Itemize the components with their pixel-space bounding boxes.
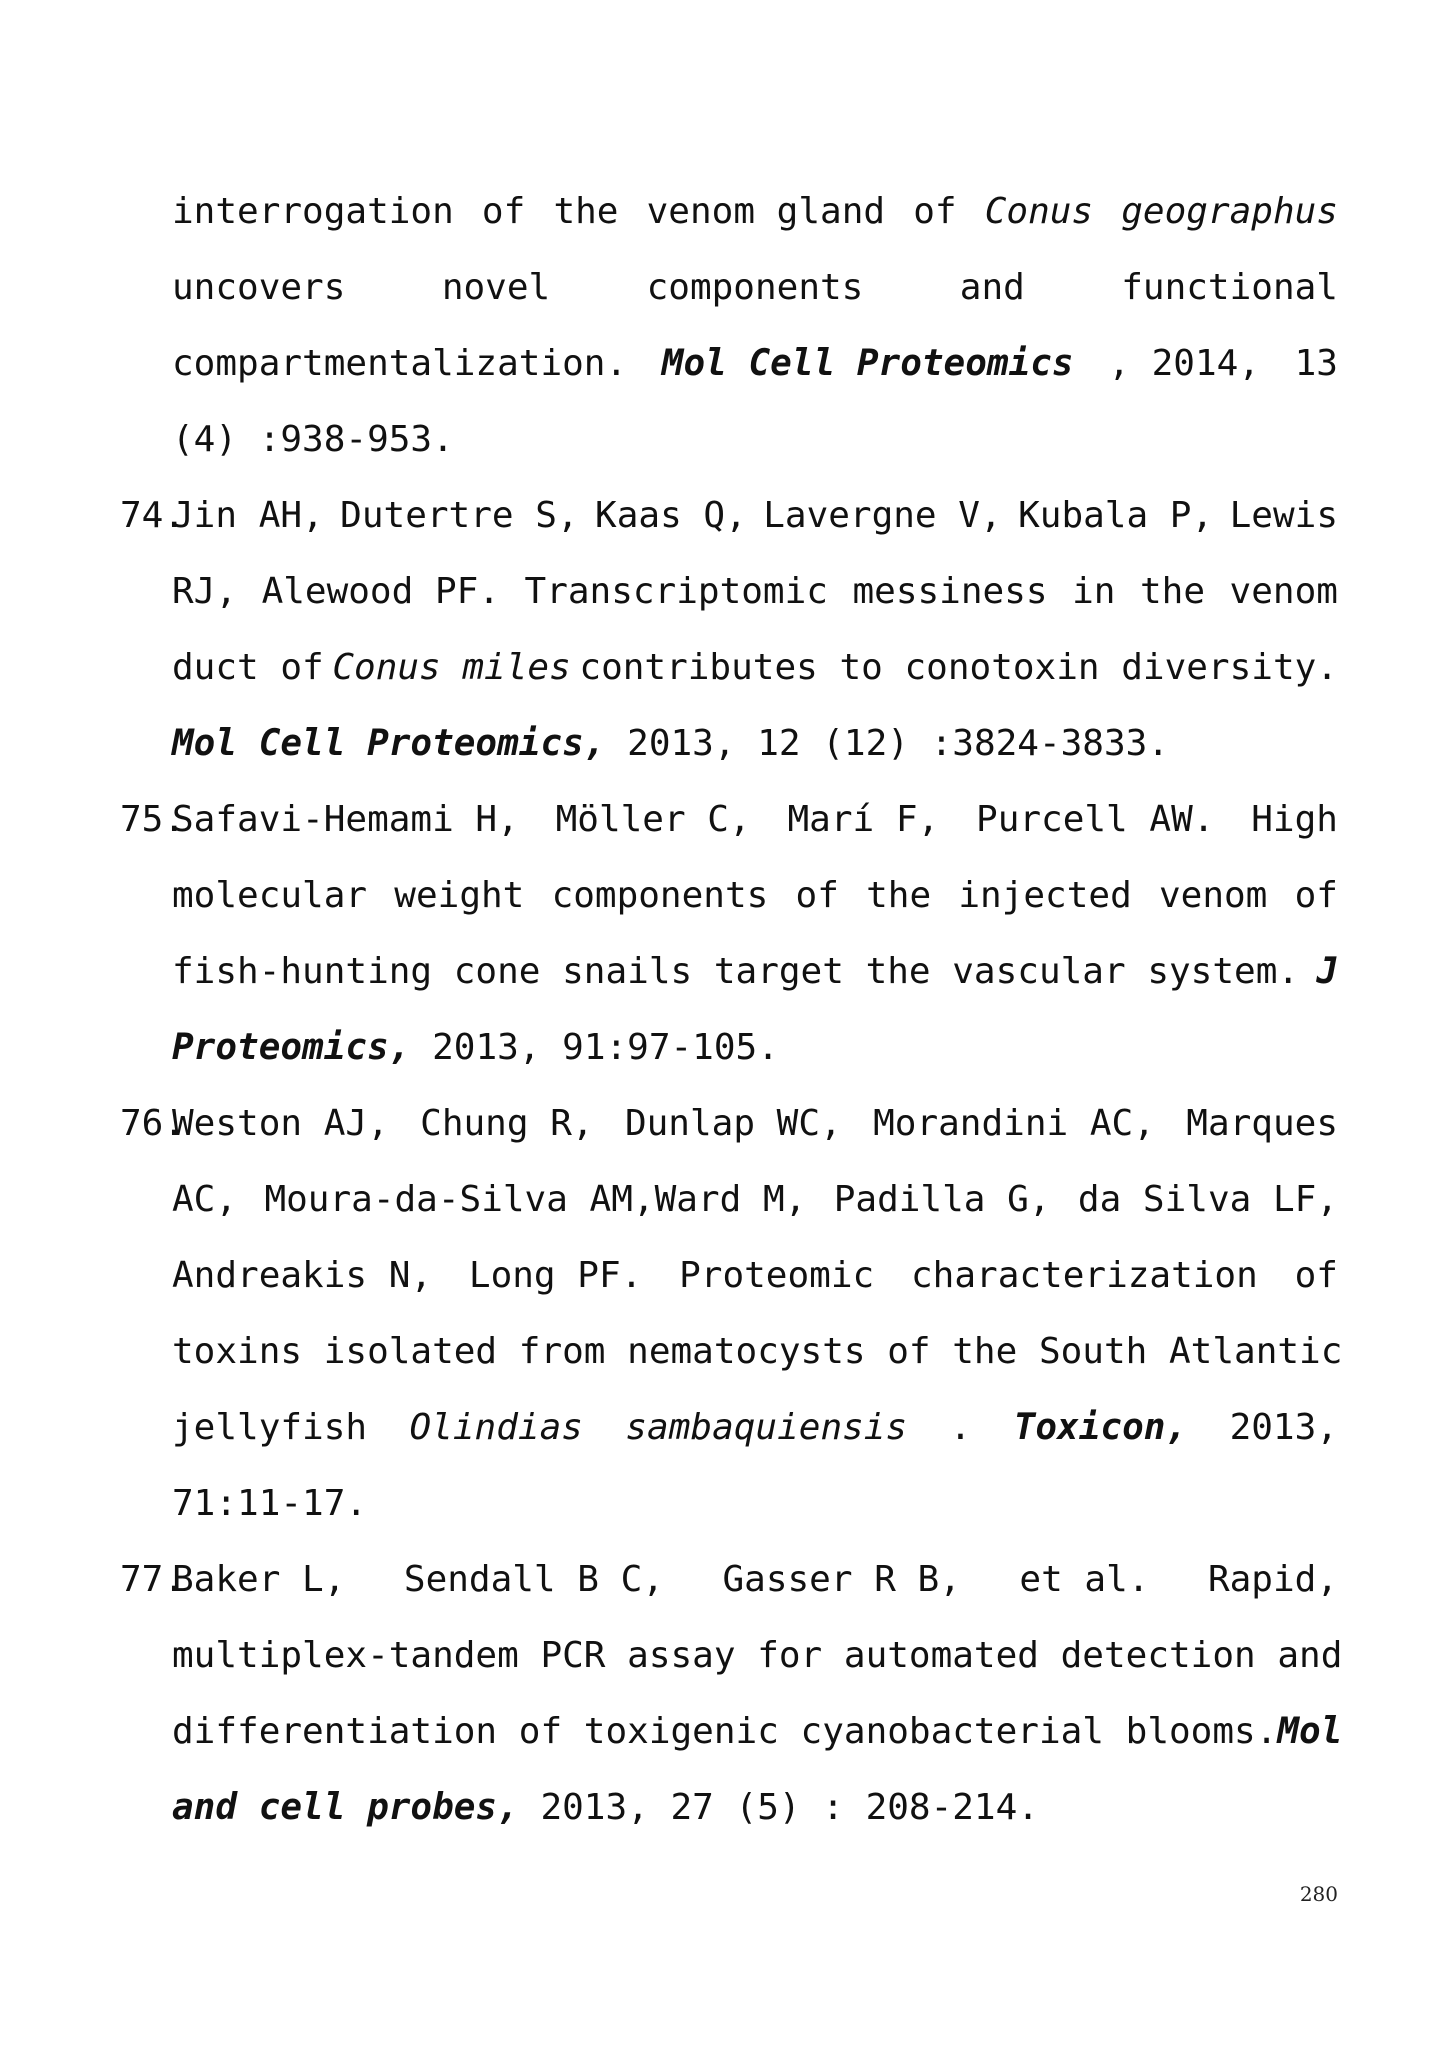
text-run: Dunlap WC, — [624, 1103, 842, 1144]
reference-line — [172, 644, 1338, 692]
text-run: 2013, 12 (12) :3824-3833. — [605, 723, 1170, 764]
text-run: and — [959, 267, 1025, 308]
journal-name: Mol Cell Proteomics — [661, 343, 1074, 384]
text-run: Kubala P, — [1018, 495, 1214, 536]
text-run: Kaas Q, — [595, 495, 747, 536]
text-run: Chung R, — [420, 1103, 594, 1144]
text-run: . — [949, 1407, 972, 1448]
text-run: Weston AJ, — [172, 1103, 389, 1144]
species-name: Olindias — [409, 1407, 583, 1448]
text-run: Transcriptomic — [524, 571, 828, 612]
reference-line — [172, 264, 1338, 312]
text-run: multiplex-tandem PCR assay for automated detection and — [172, 1635, 1343, 1676]
text-run: in — [1072, 571, 1116, 612]
text-run: 2013, 91:97-105. — [410, 1027, 779, 1068]
reference-line — [172, 340, 1338, 388]
text-run: molecular — [172, 875, 368, 916]
reference-line — [172, 720, 1169, 768]
text-run: Dutertre S, — [340, 495, 579, 536]
text-run: toxins isolated from nematocysts of the South Atlantic — [172, 1331, 1343, 1372]
journal-name: Mol — [1277, 1711, 1343, 1752]
text-run: 71:11-17. — [172, 1483, 368, 1524]
reference-line — [172, 492, 1338, 540]
text-run: messiness — [852, 571, 1048, 612]
reference-line — [172, 948, 1338, 996]
text-run: of — [1294, 875, 1338, 916]
text-run: components — [646, 267, 864, 308]
text-run: da Silva LF, — [1077, 1179, 1338, 1220]
species-name: geographus — [1121, 191, 1338, 232]
reference-line — [172, 796, 1338, 844]
reference-line — [172, 1632, 1343, 1680]
text-run: Gasser R B, — [722, 1559, 961, 1600]
text-run: differentiation of toxigenic cyanobacterial blooms. — [172, 1711, 1278, 1752]
text-run: of — [481, 191, 526, 232]
reference-line — [172, 1404, 1338, 1452]
text-run: injected — [958, 875, 1132, 916]
text-run: functional — [1121, 267, 1338, 308]
journal-name: Proteomics, — [172, 1027, 411, 1068]
journal-name: and cell probes, — [172, 1787, 519, 1828]
reference-line — [172, 1176, 1338, 1224]
reference-line — [172, 1328, 1343, 1376]
text-run: jellyfish — [172, 1407, 368, 1448]
text-run: venom gland — [646, 191, 886, 232]
text-run: components — [551, 875, 769, 916]
text-run: 13 — [1294, 343, 1338, 384]
reference-line — [172, 1252, 1338, 1300]
text-run: venom — [1158, 875, 1268, 916]
text-run: 2013, 27 (5) : 208-214. — [518, 1787, 1039, 1828]
text-run: the — [866, 875, 932, 916]
journal-name: Mol Cell Proteomics, — [172, 723, 606, 764]
reference-line — [172, 1480, 367, 1528]
text-run: High — [1251, 799, 1338, 840]
text-run: Padilla G, — [833, 1179, 1051, 1220]
reference-number: 75. — [120, 799, 186, 840]
text-run: compartmentalization. — [172, 343, 628, 384]
reference-number: 76. — [120, 1103, 186, 1144]
text-run: Sendall B C, — [403, 1559, 664, 1600]
species-name: sambaquiensis — [625, 1407, 908, 1448]
text-run: Marques — [1186, 1103, 1338, 1144]
journal-name: Toxicon, — [1013, 1407, 1188, 1448]
text-run: of — [1294, 1255, 1338, 1296]
text-run: uncovers — [172, 267, 346, 308]
text-run: contributes to conotoxin diversity. — [579, 647, 1338, 688]
text-run: (4) :938-953. — [172, 419, 454, 460]
reference-line — [172, 1100, 1338, 1148]
text-run: et al. — [1019, 1559, 1150, 1600]
text-run: Moura-da-Silva AM,Ward M, — [264, 1179, 807, 1220]
text-run: Baker L, — [172, 1559, 346, 1600]
reference-line — [172, 872, 1338, 920]
text-run: the — [553, 191, 619, 232]
text-run: Marí F, — [787, 799, 940, 840]
text-run: Safavi-Hemami H, — [172, 799, 519, 840]
text-run: Purcell AW. — [976, 799, 1215, 840]
text-run: Long PF. — [468, 1255, 643, 1296]
reference-line — [172, 1708, 1343, 1756]
text-run: interrogation — [172, 191, 454, 232]
text-run: Andreakis N, — [172, 1255, 433, 1296]
reference-line — [172, 1784, 1039, 1832]
text-run: weight — [394, 875, 525, 916]
journal-name: J — [1316, 951, 1338, 992]
text-run: AC, — [172, 1179, 238, 1220]
text-run: Möller C, — [555, 799, 751, 840]
text-run: 2013, — [1229, 1407, 1338, 1448]
text-run: , 2014, — [1108, 343, 1260, 384]
text-run: of — [795, 875, 839, 916]
text-run: venom — [1229, 571, 1338, 612]
page-number: 280 — [1299, 1882, 1338, 1906]
reference-line — [172, 568, 1338, 616]
reference-line — [172, 1024, 779, 1072]
text-run: duct of — [172, 647, 324, 688]
text-run: of — [913, 191, 957, 232]
text-run: fish-hunting cone snails target the vascular system. — [172, 951, 1300, 992]
species-name: Conus miles — [332, 647, 571, 688]
text-run: characterization — [911, 1255, 1258, 1296]
species-name: Conus — [984, 191, 1094, 232]
reference-line — [172, 188, 1338, 236]
text-run: Lewis — [1229, 495, 1338, 536]
reference-line — [172, 416, 454, 464]
text-run: Morandini AC, — [873, 1103, 1155, 1144]
text-run: Proteomic — [679, 1255, 875, 1296]
reference-number: 74. — [120, 495, 186, 536]
reference-line — [172, 1556, 1338, 1604]
text-run: Alewood PF. — [261, 571, 500, 612]
reference-number: 77. — [120, 1559, 186, 1600]
text-run: the — [1139, 571, 1206, 612]
text-run: RJ, — [172, 571, 238, 612]
text-run: novel — [441, 267, 551, 308]
text-run: Rapid, — [1207, 1559, 1338, 1600]
text-run: Lavergne V, — [763, 495, 1002, 536]
text-run: Jin AH, — [172, 495, 324, 536]
